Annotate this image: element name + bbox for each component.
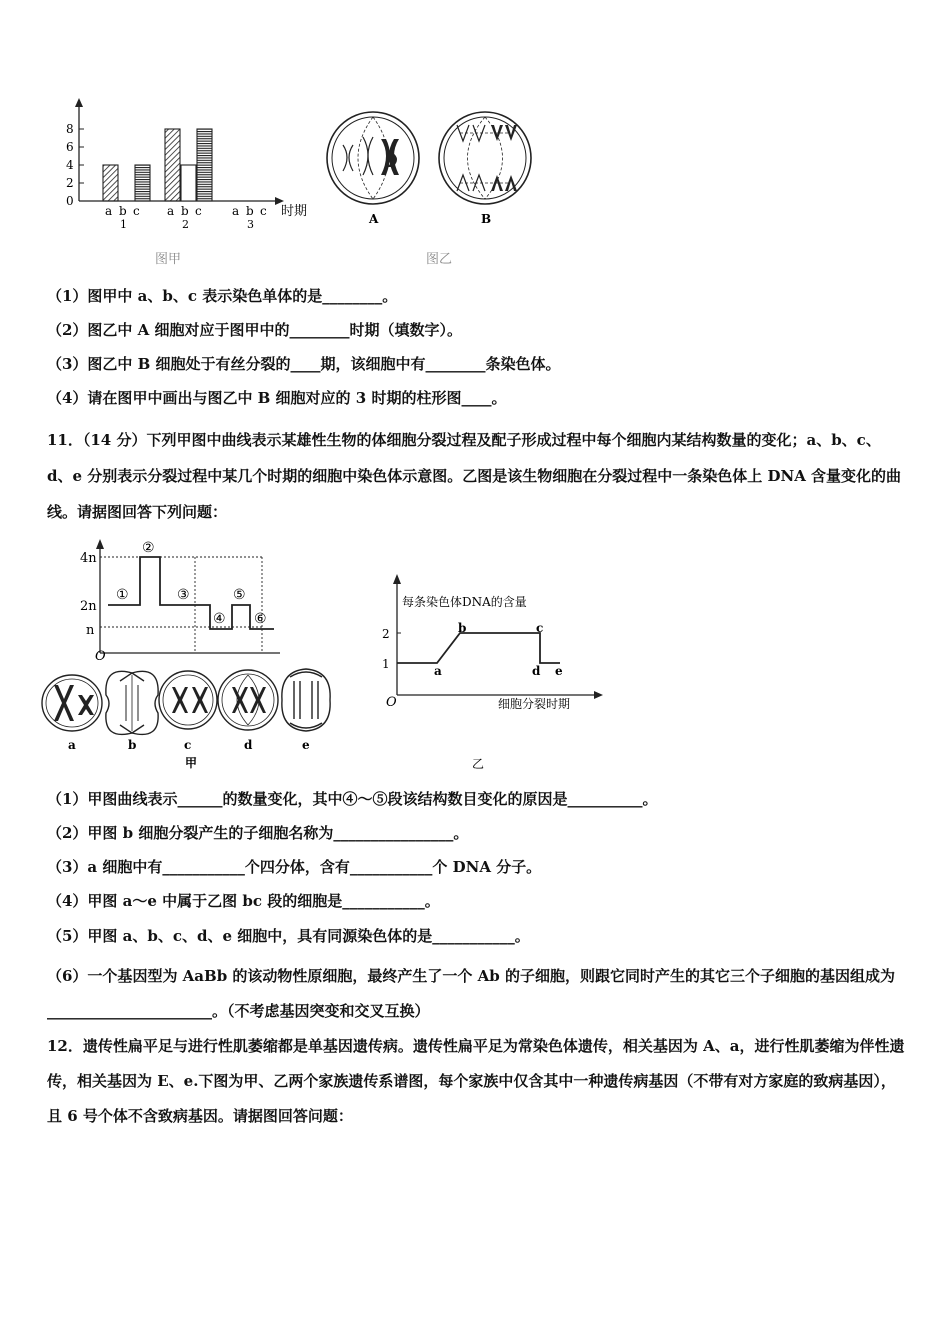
x-group-label: 1 — [120, 218, 127, 231]
q10-part-2: （2）图乙中 A 细胞对应于图甲中的________时期（填数字）。 — [47, 321, 463, 339]
q12-intro: 12．遗传性扁平足与进行性肌萎缩都是单基因遗传病。遗传性扁平足为常染色体遗传，相关基因为 A、a，进行性肌萎缩为伴性遗传，相关基因为 E、e.下图为甲、乙两个家族遗传系谱图，每个家族中仅含其中一种遗传病基因（不带有对方家庭的致病基因），且 6 号个体不含致病基因。请据图回答问题： — [47, 1037, 905, 1125]
x-group-label: 2 — [182, 218, 189, 231]
x-axis-label: 时期 — [281, 204, 308, 219]
cell-e-jia — [282, 669, 330, 731]
q11-part-3: （3）a 细胞中有___________个四分体，含有___________个 DNA 分子。 — [47, 858, 542, 876]
y-tick-label: 4 — [66, 158, 74, 172]
x-letter-label: c — [260, 204, 267, 218]
q11-part-6: （6）一个基因型为 AaBb 的该动物性原细胞，最终产生了一个 Ab 的子细胞，则跟它同时产生的其它三个子细胞的基因组成为______________________。（不考虑基因突变和交叉互换） — [47, 967, 895, 1020]
x-letter-label: b — [181, 204, 189, 218]
bar-a-1 — [103, 165, 118, 201]
q11-intro: 11．（14 分）下列甲图中曲线表示某雄性生物的体细胞分裂过程及配子形成过程中每个细胞内某结构数量的变化；a、b、c、d、e 分别表示分裂过程中某几个时期的细胞中染色体示意图。乙图是该生物细胞在分裂过程中一条染色体上 DNA 含量变化的曲线。请据图回答下列问题： — [47, 431, 902, 521]
bar-c-1 — [135, 165, 150, 201]
y-tick-label: 6 — [66, 140, 74, 154]
figure-2 — [40, 535, 620, 780]
q11-part-1: （1）甲图曲线表示______的数量变化，其中④～⑤段该结构数目变化的原因是__________。 — [47, 790, 658, 808]
x-letter-label: a — [105, 204, 113, 218]
y-tick-group — [66, 122, 84, 208]
jia-y-tick-label: n — [86, 623, 95, 638]
jia-y-tick-label: 2n — [80, 599, 97, 614]
q10-part-3: （3）图乙中 B 细胞处于有丝分裂的____期，该细胞中有________条染色体。 — [47, 355, 561, 373]
bar-group — [103, 129, 212, 201]
x-letter-label: c — [195, 204, 202, 218]
jia-segment-label: ① — [116, 587, 129, 603]
jia-cell-label: c — [184, 738, 192, 752]
jia-cell-label: a — [68, 738, 76, 752]
y-tick-label: 8 — [66, 122, 74, 136]
bar-a-2 — [165, 129, 180, 201]
jia-cell-label: b — [128, 738, 137, 752]
yi-point-label-a: a — [434, 664, 442, 678]
yi-point-label-b: b — [458, 621, 467, 635]
bar-c-2 — [197, 129, 212, 201]
yi-point-label-d: d — [532, 664, 541, 678]
cell-a-drawing — [327, 112, 419, 204]
y-tick-label: 0 — [66, 194, 74, 208]
x-letter-label: b — [119, 204, 127, 218]
jia-segment-label-group — [116, 540, 267, 627]
yi-y-tick-label: 1 — [382, 657, 390, 671]
yi-y-tick-group — [382, 627, 401, 671]
yi-x-axis-label: 细胞分裂时期 — [498, 697, 571, 711]
q10-part-1: （1）图甲中 a、b、c 表示染色单体的是________。 — [47, 287, 398, 305]
jia-segment-label: ④ — [213, 611, 226, 627]
jia-y-axis-arrow — [96, 539, 104, 549]
jia-segment-label: ⑤ — [233, 587, 246, 603]
yi-y-axis-label: 每条染色体DNA的含量 — [402, 595, 527, 609]
jia-cell-label-group — [68, 738, 310, 752]
y-axis-arrow — [75, 98, 83, 107]
q11-part-2: （2）甲图 b 细胞分裂产生的子细胞名称为________________。 — [47, 824, 469, 842]
jia-segment-label: ③ — [177, 587, 190, 603]
figure-1 — [55, 95, 555, 270]
q11-part-4: （4）甲图 a～e 中属于乙图 bc 段的细胞是___________。 — [47, 892, 440, 910]
x-letter-label: a — [167, 204, 175, 218]
yi-point-label-c: c — [536, 621, 544, 635]
x-label-group — [105, 204, 267, 231]
jia-cell-label: e — [302, 738, 310, 752]
q10-part-4: （4）请在图甲中画出与图乙中 B 细胞对应的 3 时期的柱形图____。 — [47, 389, 507, 407]
yi-curve — [397, 633, 560, 663]
caption-tu-jia: 图甲 — [155, 252, 182, 267]
yi-origin: O — [386, 695, 397, 710]
y-tick-label: 2 — [66, 176, 74, 190]
jia-segment-label: ⑥ — [254, 611, 267, 627]
jia-y-tick-group — [80, 551, 97, 638]
jia-cell-label: d — [244, 738, 253, 752]
cell-d-jia — [218, 670, 278, 730]
x-letter-label: b — [246, 204, 254, 218]
cell-b-jia — [106, 671, 158, 734]
x-letter-label: a — [232, 204, 240, 218]
jia-curve — [108, 557, 274, 629]
yi-x-axis-arrow — [594, 691, 603, 699]
caption-jia: 甲 — [185, 756, 198, 770]
cell-c-jia — [159, 671, 217, 729]
x-group-label: 3 — [247, 218, 254, 231]
jia-segment-label: ② — [142, 540, 155, 556]
x-letter-label: c — [133, 204, 140, 218]
cell-a-jia — [42, 675, 102, 731]
jia-origin: O — [95, 649, 106, 664]
yi-point-label-group — [434, 621, 563, 678]
cell-a-label: A — [369, 212, 379, 226]
bar-b-2 — [181, 165, 196, 201]
caption-yi: 乙 — [472, 757, 485, 771]
caption-tu-yi: 图乙 — [426, 252, 453, 267]
yi-y-axis-arrow — [393, 574, 401, 584]
cell-b-drawing — [439, 112, 531, 204]
q11-part-5: （5）甲图 a、b、c、d、e 细胞中，具有同源染色体的是___________。 — [47, 927, 530, 945]
yi-y-tick-label: 2 — [382, 627, 390, 641]
jia-y-tick-label: 4n — [80, 551, 97, 566]
yi-point-label-e: e — [555, 664, 563, 678]
cell-b-label: B — [481, 212, 492, 226]
